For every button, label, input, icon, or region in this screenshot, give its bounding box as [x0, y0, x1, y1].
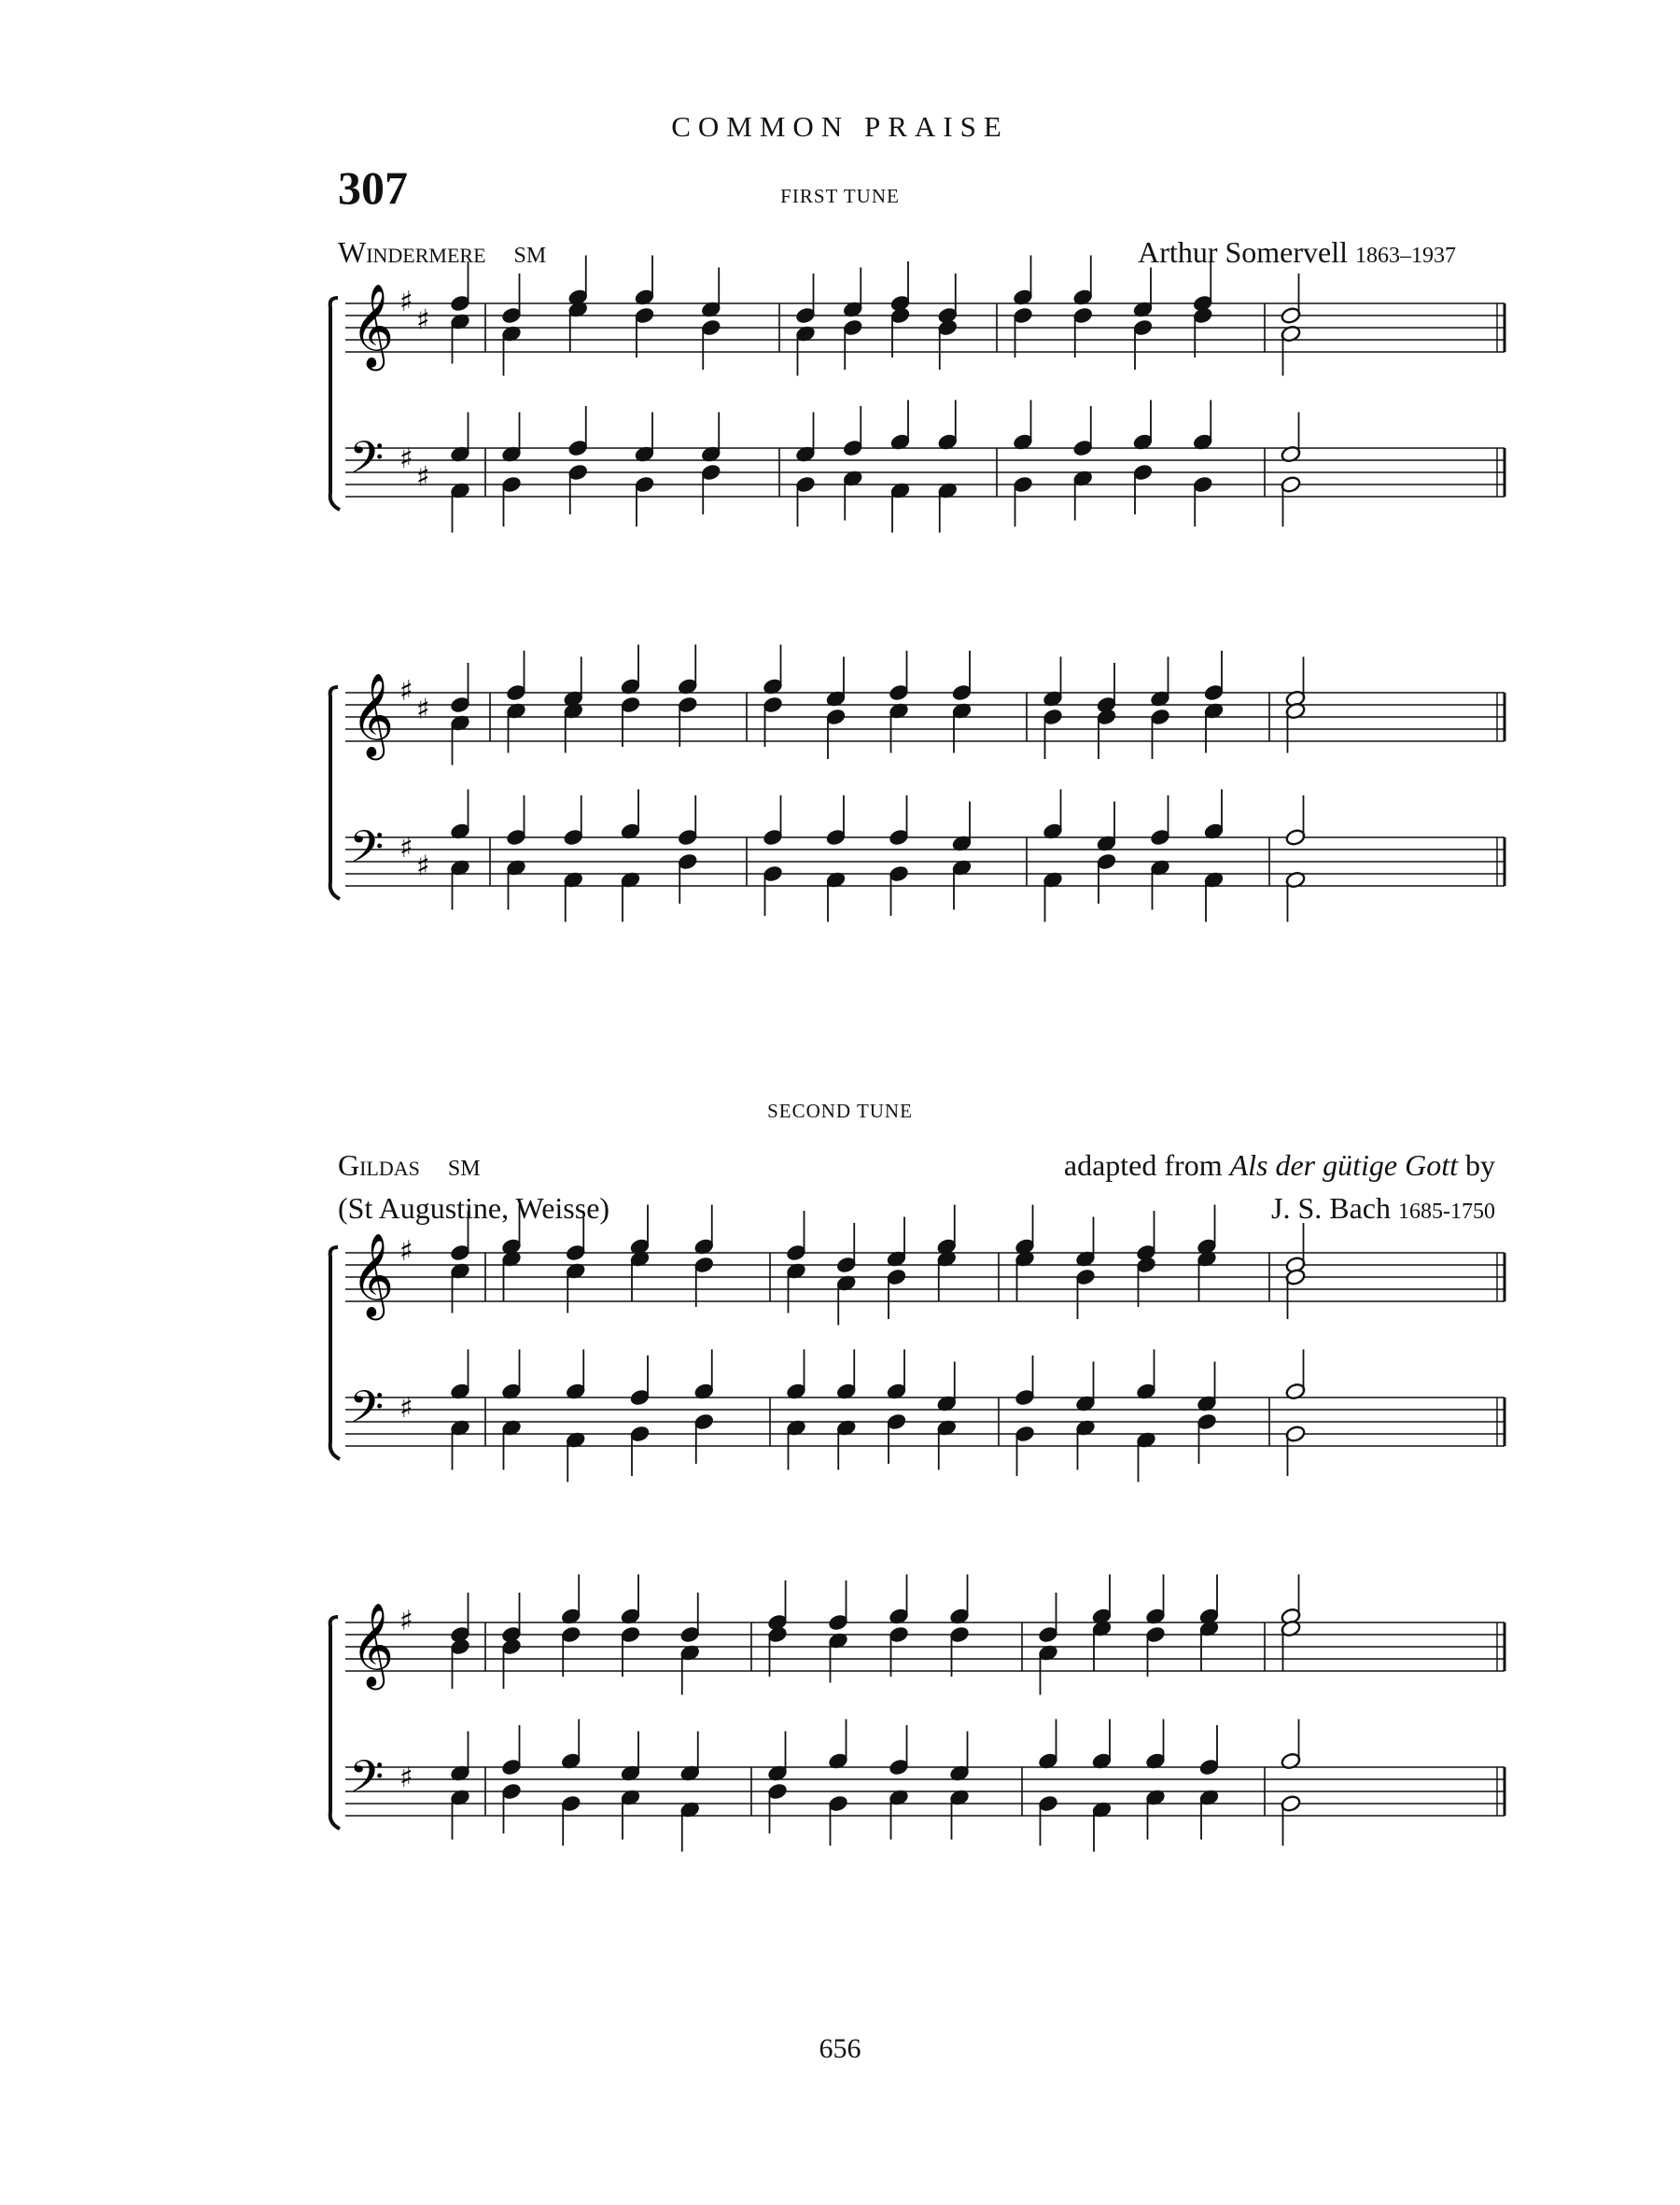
key-signature-sharp: ♯ [399, 675, 413, 708]
second-tune-source-title: Als der gütige Gott [1229, 1148, 1458, 1182]
second-tune-source-prefix: adapted from [1063, 1148, 1223, 1182]
hymn-number: 307 [338, 162, 408, 214]
key-signature-sharp: ♯ [399, 832, 413, 864]
second-tune-source-suffix: by [1465, 1148, 1495, 1182]
first-tune-composer: Arthur Somervell [1138, 235, 1348, 269]
first-tune-system-2 [327, 674, 1512, 1010]
bass-clef: 𝄢 [349, 1381, 385, 1444]
first-tune-label: FIRST TUNE [780, 185, 900, 207]
first-tune-attribution [1138, 235, 1456, 270]
second-tune-composer: J. S. Bach [1271, 1191, 1391, 1225]
second-tune-label: SECOND TUNE [767, 1100, 913, 1122]
second-tune-title [338, 1148, 481, 1183]
second-tune-system-1 [327, 1234, 1512, 1570]
bass-clef: 𝄢 [349, 821, 385, 884]
first-tune-system-1 [327, 285, 1512, 621]
second-tune-name: Gildas [338, 1148, 420, 1182]
key-signature-sharp: ♯ [399, 1605, 413, 1637]
system-bracket [330, 1247, 340, 1459]
bass-clef: 𝄢 [349, 1750, 385, 1814]
second-tune-attribution [1271, 1191, 1495, 1226]
first-tune-dates: 1863–1937 [1355, 244, 1456, 268]
treble-clef: 𝄞 [351, 284, 395, 368]
treble-clef: 𝄞 [351, 673, 395, 757]
key-signature-sharp: ♯ [399, 1762, 413, 1794]
key-signature-sharp: ♯ [399, 1392, 413, 1425]
second-tune-system-2 [327, 1604, 1512, 1940]
running-head: COMMON PRAISE [671, 110, 1009, 143]
system-bracket [330, 687, 340, 899]
second-tune-source [1064, 1148, 1495, 1183]
page-number: 656 [819, 2033, 861, 2064]
bass-clef: 𝄢 [349, 431, 385, 495]
second-tune-dates: 1685-1750 [1398, 1200, 1495, 1224]
key-signature-sharp: ♯ [416, 460, 430, 494]
system-bracket [330, 298, 340, 510]
second-tune-meter: SM [447, 1157, 481, 1181]
key-signature-sharp: ♯ [399, 286, 413, 318]
key-signature-sharp: ♯ [416, 303, 430, 337]
system-bracket [330, 1617, 340, 1829]
second-tune-alt-names: (St Augustine, Weisse) [338, 1191, 610, 1225]
key-signature-sharp: ♯ [399, 1235, 413, 1268]
first-tune-title [338, 235, 546, 270]
treble-clef: 𝄞 [351, 1603, 395, 1687]
key-signature-sharp: ♯ [416, 693, 430, 726]
treble-clef: 𝄞 [351, 1233, 395, 1317]
key-signature-sharp: ♯ [416, 850, 430, 883]
first-tune-name: Windermere [338, 235, 486, 269]
key-signature-sharp: ♯ [399, 442, 413, 475]
first-tune-meter: SM [513, 244, 547, 268]
